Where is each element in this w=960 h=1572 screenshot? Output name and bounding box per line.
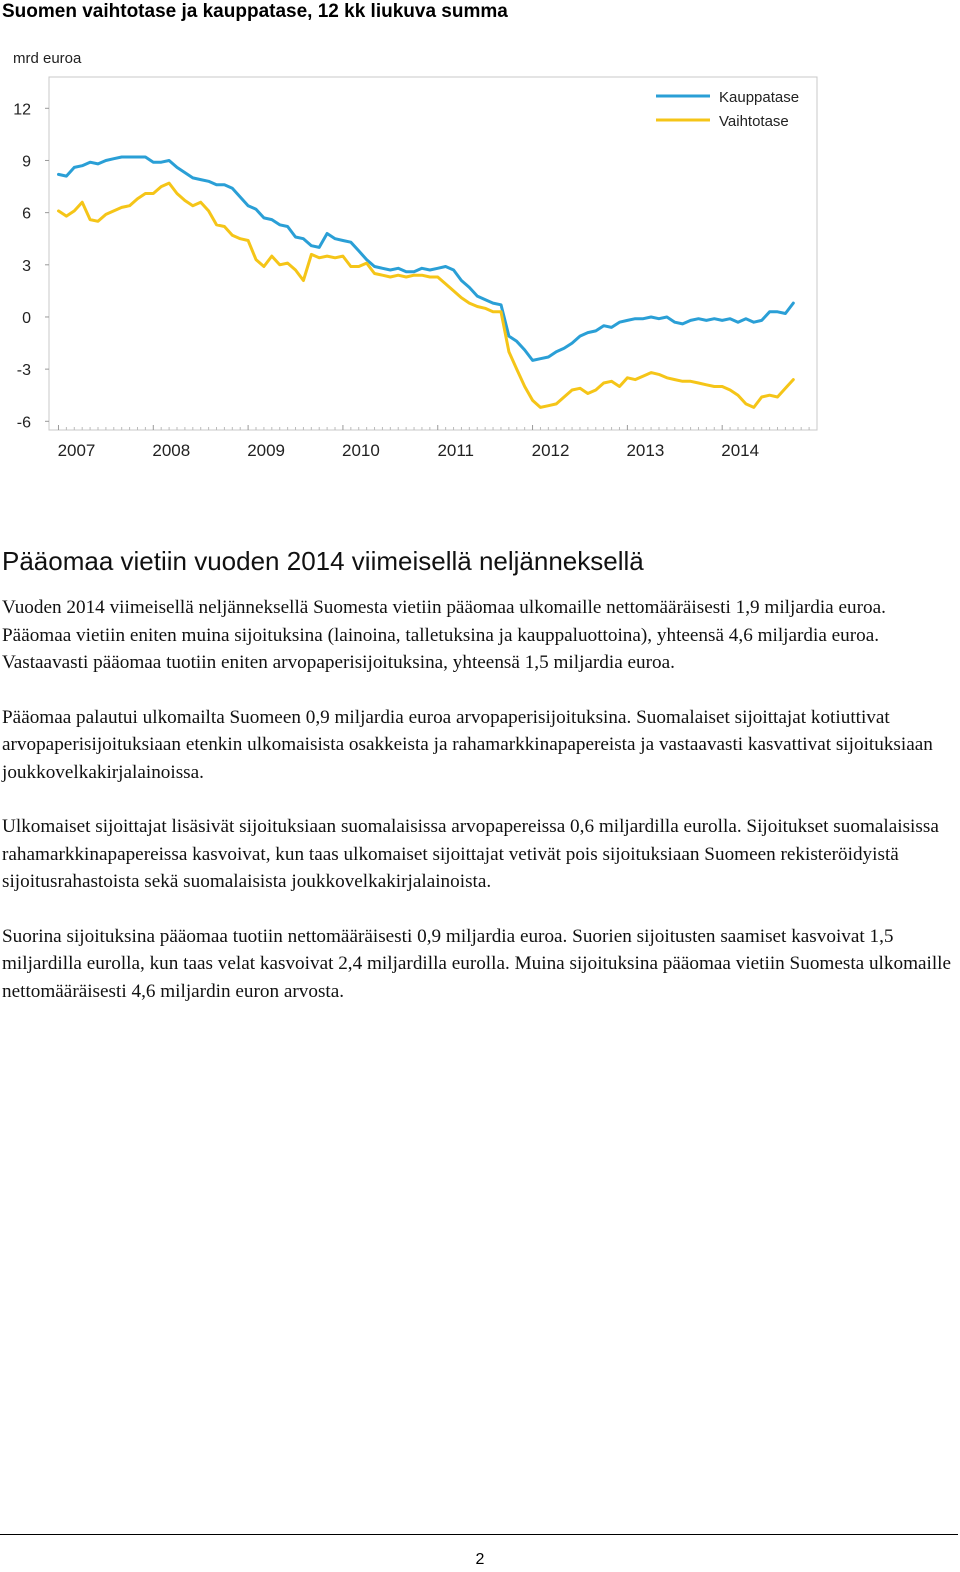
y-axis-label: mrd euroa bbox=[13, 50, 82, 67]
legend-label: Kauppatase bbox=[719, 89, 800, 106]
x-tick-label: 2010 bbox=[342, 441, 380, 460]
x-tick-label: 2013 bbox=[626, 441, 665, 460]
x-tick-label: 2008 bbox=[152, 441, 191, 460]
paragraph: Ulkomaiset sijoittajat lisäsivät sijoituksiaan suomalaisissa arvopapereissa 0,6 miljardilla eurolla. Sijoitukset suomalaisissa rahamarkkinapapereissa kasvoivat, kun taas ulkomaiset sijoittajat vetivät pois sijoituksiaan Suomeen rekisteröidyistä sijoitusrahastoista sekä suomalaisista joukkovelkakirjalainoista. bbox=[2, 816, 939, 892]
x-tick-label: 2011 bbox=[437, 441, 475, 460]
y-tick-label: -6 bbox=[16, 414, 31, 432]
chart-title: Suomen vaihtotase ja kauppatase, 12 kk liukuva summa bbox=[2, 1, 508, 22]
section-heading: Pääomaa vietiin vuoden 2014 viimeisellä neljänneksellä bbox=[2, 546, 644, 576]
legend-label: Vaihtotase bbox=[719, 113, 789, 130]
x-tick-label: 2012 bbox=[531, 441, 570, 460]
paragraph: Pääomaa palautui ulkomailta Suomeen 0,9 miljardia euroa arvopaperisijoituksina. Suomalaiset sijoittajat kotiuttivat arvopaperisijoituksiaan etenkin ulkomaisista osakkeista ja rahamarkkinapapereista ja vastaavasti kasvattivat sijoituksiaan joukkovelkakirjalainoissa. bbox=[2, 706, 933, 783]
paragraph: Suorina sijoituksina pääomaa tuotiin nettomääräisesti 0,9 miljardia euroa. Suorien sijoitusten saamiset kasvoivat 1,5 miljardilla eurolla, kun taas velat kasvoivat 2,4 miljardilla eurolla. Muina sijoituksina pääomaa vietiin Suomesta ulkomaille nettomääräisesti 4,6 miljardin euron arvosta. bbox=[2, 925, 952, 1002]
y-tick-label: 3 bbox=[22, 257, 31, 275]
x-tick-label: 2007 bbox=[57, 441, 96, 460]
y-tick-label: 0 bbox=[22, 309, 31, 327]
footer-divider bbox=[0, 1534, 958, 1535]
y-tick-label: 12 bbox=[13, 101, 31, 119]
page-number: 2 bbox=[475, 1551, 485, 1568]
paragraph: Vuoden 2014 viimeisellä neljänneksellä Suomesta vietiin pääomaa ulkomaille nettomääräisesti 1,9 miljardia euroa. Pääomaa vietiin eniten muina sijoituksina (lainoina, talletuksina ja kauppaluottoina), yhteensä 4,6 miljardia euroa. Vastaavasti pääomaa tuotiin eniten arvopaperisijoituksina, yhteensä 1,5 miljardia euroa. bbox=[2, 597, 886, 673]
x-tick-label: 2009 bbox=[247, 441, 286, 460]
body-text bbox=[2, 594, 958, 1032]
y-tick-label: 9 bbox=[22, 153, 31, 171]
plot-area bbox=[49, 77, 817, 430]
y-tick-label: 6 bbox=[22, 205, 31, 223]
x-tick-label: 2014 bbox=[721, 441, 760, 460]
y-tick-label: -3 bbox=[16, 362, 31, 380]
line-chart bbox=[0, 36, 960, 476]
